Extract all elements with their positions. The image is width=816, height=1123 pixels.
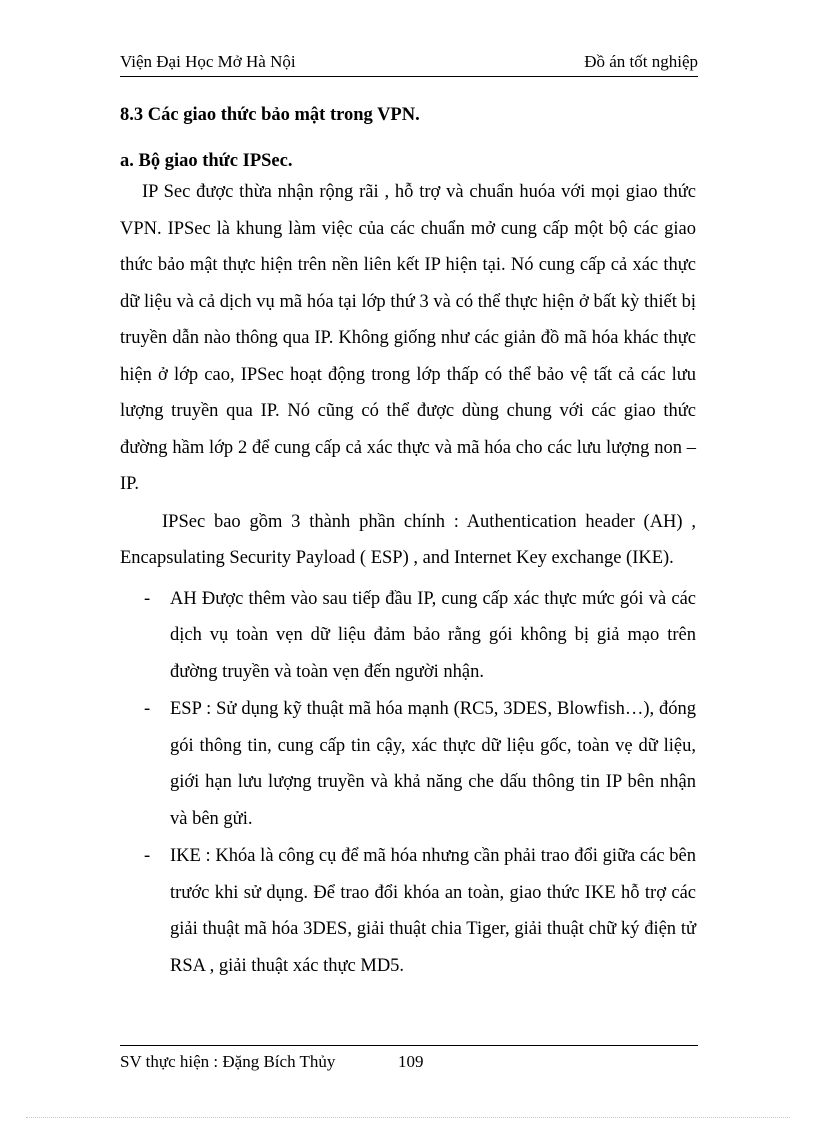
list-item-text: AH Được thêm vào sau tiếp đầu IP, cung cấp xác thực mức gói và các dịch vụ toàn vẹn dữ liệu đảm bảo rằng gói không bị giả mạo trên đường truyền và toàn vẹn đến người nhận. bbox=[170, 588, 696, 682]
bullet-dash: - bbox=[144, 846, 151, 866]
header-document-type: Đồ án tốt nghiệp bbox=[584, 52, 698, 71]
header-institution: Viện Đại Học Mở Hà Nội bbox=[120, 52, 296, 71]
paragraph-ipsec-components: IPSec bao gồm 3 thành phần chính : Authentication header (AH) , Encapsulating Security Payload ( ESP) , and Internet Key exchange (IKE). bbox=[120, 511, 696, 568]
footer-student: SV thực hiện : Đặng Bích Thủy bbox=[120, 1052, 336, 1071]
list-item-text: IKE : Khóa là công cụ để mã hóa nhưng cần phải trao đổi giữa các bên trước khi sử dụng. Để trao đổi khóa an toàn, giao thức IKE hỗ trợ các giải thuật mã hóa 3DES, giải thuật chia Tiger, giải thuật chữ ký điện tử RSA , giải thuật xác thực MD5. bbox=[170, 846, 696, 976]
list-item-text: ESP : Sử dụng kỹ thuật mã hóa mạnh (RC5, 3DES, Blowfish…), đóng gói thông tin, cung cấp tin cậy, xác thực dữ liệu gốc, toàn vẹ dữ liệu, giới hạn lưu lượng truyền và khả năng che dấu thông tin IP bên nhận và bên gửi. bbox=[170, 699, 696, 829]
bullet-dash: - bbox=[144, 699, 151, 719]
section-title: 8.3 Các giao thức bảo mật trong VPN. bbox=[120, 105, 420, 125]
list-item-ike bbox=[120, 838, 696, 984]
paragraph-ipsec-intro: IP Sec được thừa nhận rộng rãi , hỗ trợ và chuẩn huóa với mọi giao thức VPN. IPSec là khung làm việc của các chuẩn mở cung cấp một bộ các giao thức bảo mật thực hiện trên nền liên kết IP hiện tại. Nó cung cấp cả xác thực dữ liệu và cả dịch vụ mã hóa tại lớp thứ 3 và có thể thực hiện ở bất kỳ thiết bị truyền dẫn nào thông qua IP. Không giống như các giản đồ mã hóa khác thực hiện ở lớp cao, IPSec hoạt động trong lớp thấp có thể bảo vệ tất cả các lưu lượng truyền qua IP. Nó cũng có thể được dùng chung với các giao thức đường hầm lớp 2 để cung cấp cả xác thực và mã hóa cho các lưu lượng non – IP. bbox=[120, 182, 696, 494]
page-header bbox=[120, 52, 698, 77]
subsection-title: a. Bộ giao thức IPSec. bbox=[120, 151, 293, 171]
page-body bbox=[120, 102, 696, 985]
page-edge-divider bbox=[26, 1117, 790, 1118]
page-number: 109 bbox=[398, 1052, 424, 1071]
bullet-dash: - bbox=[144, 588, 151, 609]
footer-divider bbox=[120, 1045, 698, 1046]
list-item-esp bbox=[120, 691, 696, 837]
page-footer bbox=[120, 1052, 424, 1072]
component-list bbox=[120, 581, 696, 985]
list-item-ah bbox=[120, 581, 696, 691]
